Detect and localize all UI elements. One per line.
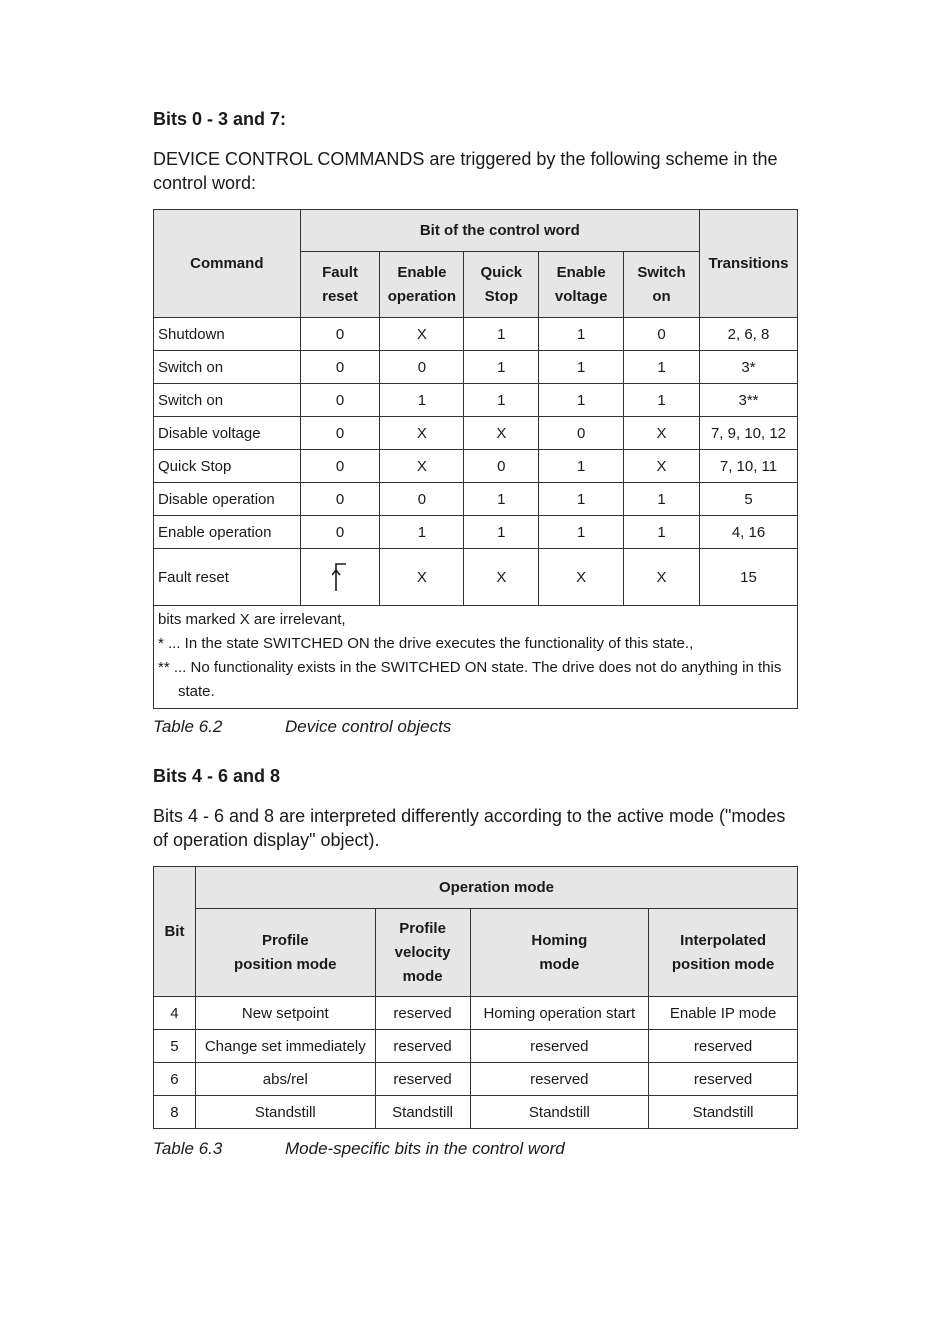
table-row [154,351,798,384]
cell-fault-reset: 0 [300,417,380,450]
cell-transitions: 2, 6, 8 [700,318,798,351]
cell-enable-voltage: 1 [539,483,624,516]
table-row [154,1030,798,1063]
cell-transitions: 7, 9, 10, 12 [700,417,798,450]
cell-transitions: 5 [700,483,798,516]
note-double-star-continued: state. [178,683,215,700]
cell-command: Disable voltage [154,417,301,450]
cell-fault-reset: 0 [300,351,380,384]
cell-enable-operation: X [380,417,464,450]
table-notes-row [154,606,798,709]
cell-interpolated: reserved [649,1030,798,1063]
cell-profile-velocity: Standstill [375,1096,470,1129]
table-row [154,384,798,417]
cell-enable-voltage: 1 [539,318,624,351]
header-enable-voltage: Enable voltage [539,252,624,318]
cell-fault-reset: 0 [300,384,380,417]
cell-quick-stop: 1 [464,318,539,351]
device-control-table [153,209,798,709]
cell-profile-position: Change set immediately [195,1030,375,1063]
cell-quick-stop: 1 [464,351,539,384]
caption-number: Table 6.2 [153,717,223,736]
cell-enable-voltage: 0 [539,417,624,450]
cell-switch-on: X [624,417,700,450]
cell-fault-reset [300,549,380,606]
cell-quick-stop: X [464,549,539,606]
cell-switch-on: 0 [624,318,700,351]
cell-profile-velocity: reserved [375,1030,470,1063]
table-row [154,997,798,1030]
cell-enable-voltage: 1 [539,384,624,417]
header-enable-operation: Enable operation [380,252,464,318]
table-notes [154,606,798,709]
cell-enable-voltage: X [539,549,624,606]
cell-homing: reserved [470,1063,649,1096]
cell-profile-velocity: reserved [375,1063,470,1096]
cell-interpolated: reserved [649,1063,798,1096]
cell-enable-operation: X [380,318,464,351]
note-single-star: * ... In the state SWITCHED ON the drive executes the functionality of this state., [158,635,694,652]
header-profile-position-mode: Profile position mode [195,909,375,997]
cell-bit: 5 [154,1030,196,1063]
table-row [154,516,798,549]
header-profile-velocity-mode: Profile velocity mode [375,909,470,997]
cell-quick-stop: 0 [464,450,539,483]
cell-interpolated: Standstill [649,1096,798,1129]
cell-enable-voltage: 1 [539,351,624,384]
cell-enable-operation: 0 [380,351,464,384]
cell-command: Shutdown [154,318,301,351]
header-transitions: Transitions [700,210,798,318]
table-row [154,483,798,516]
rising-edge-icon [332,561,348,593]
cell-fault-reset: 0 [300,318,380,351]
cell-profile-position: abs/rel [195,1063,375,1096]
cell-switch-on: 1 [624,516,700,549]
cell-command: Switch on [154,384,301,417]
cell-homing: Homing operation start [470,997,649,1030]
cell-fault-reset: 0 [300,516,380,549]
header-interpolated-position-mode: Interpolated position mode [649,909,798,997]
cell-switch-on: 1 [624,483,700,516]
section-paragraph-device-control: DEVICE CONTROL COMMANDS are triggered by the following scheme in the control word: [153,149,778,193]
cell-profile-position: New setpoint [195,997,375,1030]
table-row [154,318,798,351]
header-switch-on: Switch on [624,252,700,318]
header-fault-reset: Fault reset [300,252,380,318]
cell-switch-on: 1 [624,384,700,417]
cell-transitions: 3* [700,351,798,384]
cell-quick-stop: 1 [464,516,539,549]
section-heading-bits-0-3-7: Bits 0 - 3 and 7: [153,109,287,129]
header-bit: Bit [154,867,196,997]
cell-quick-stop: X [464,417,539,450]
table-row [154,1096,798,1129]
cell-command: Switch on [154,351,301,384]
table-row [154,1063,798,1096]
cell-transitions: 4, 16 [700,516,798,549]
table-6-2-caption [153,716,451,738]
cell-command: Disable operation [154,483,301,516]
cell-profile-position: Standstill [195,1096,375,1129]
cell-profile-velocity: reserved [375,997,470,1030]
header-quick-stop: Quick Stop [464,252,539,318]
cell-enable-operation: 1 [380,384,464,417]
cell-switch-on: 1 [624,351,700,384]
table-6-3-caption [153,1138,565,1160]
header-bit-of-control-word: Bit of the control word [300,210,699,252]
cell-enable-voltage: 1 [539,516,624,549]
cell-fault-reset: 0 [300,483,380,516]
operation-mode-table [153,866,798,1129]
table-row-fault-reset [154,549,798,606]
cell-fault-reset: 0 [300,450,380,483]
cell-transitions: 7, 10, 11 [700,450,798,483]
cell-bit: 6 [154,1063,196,1096]
cell-enable-voltage: 1 [539,450,624,483]
section-paragraph-mode-specific: Bits 4 - 6 and 8 are interpreted differently according to the active mode ("modes of operation display" object). [153,806,786,850]
section-heading-bits-4-6-8: Bits 4 - 6 and 8 [153,766,281,786]
cell-bit: 8 [154,1096,196,1129]
cell-transitions: 3** [700,384,798,417]
cell-transitions: 15 [700,549,798,606]
cell-switch-on: X [624,450,700,483]
header-homing-mode: Homing mode [470,909,649,997]
cell-enable-operation: 1 [380,516,464,549]
cell-homing: reserved [470,1030,649,1063]
cell-enable-operation: X [380,450,464,483]
note-irrelevant: bits marked X are irrelevant, [158,611,346,628]
cell-command: Enable operation [154,516,301,549]
cell-quick-stop: 1 [464,384,539,417]
cell-enable-operation: X [380,549,464,606]
cell-homing: Standstill [470,1096,649,1129]
header-command: Command [154,210,301,318]
note-double-star: ** ... No functionality exists in the SWITCHED ON state. The drive does not do anything in this [158,659,782,676]
cell-quick-stop: 1 [464,483,539,516]
caption-title: Mode-specific bits in the control word [285,1139,565,1158]
cell-command: Fault reset [154,549,301,606]
cell-enable-operation: 0 [380,483,464,516]
caption-number: Table 6.3 [153,1139,223,1158]
cell-command: Quick Stop [154,450,301,483]
table-row [154,450,798,483]
cell-interpolated: Enable IP mode [649,997,798,1030]
table-row [154,417,798,450]
caption-title: Device control objects [285,717,452,736]
header-operation-mode: Operation mode [195,867,797,909]
cell-bit: 4 [154,997,196,1030]
cell-switch-on: X [624,549,700,606]
